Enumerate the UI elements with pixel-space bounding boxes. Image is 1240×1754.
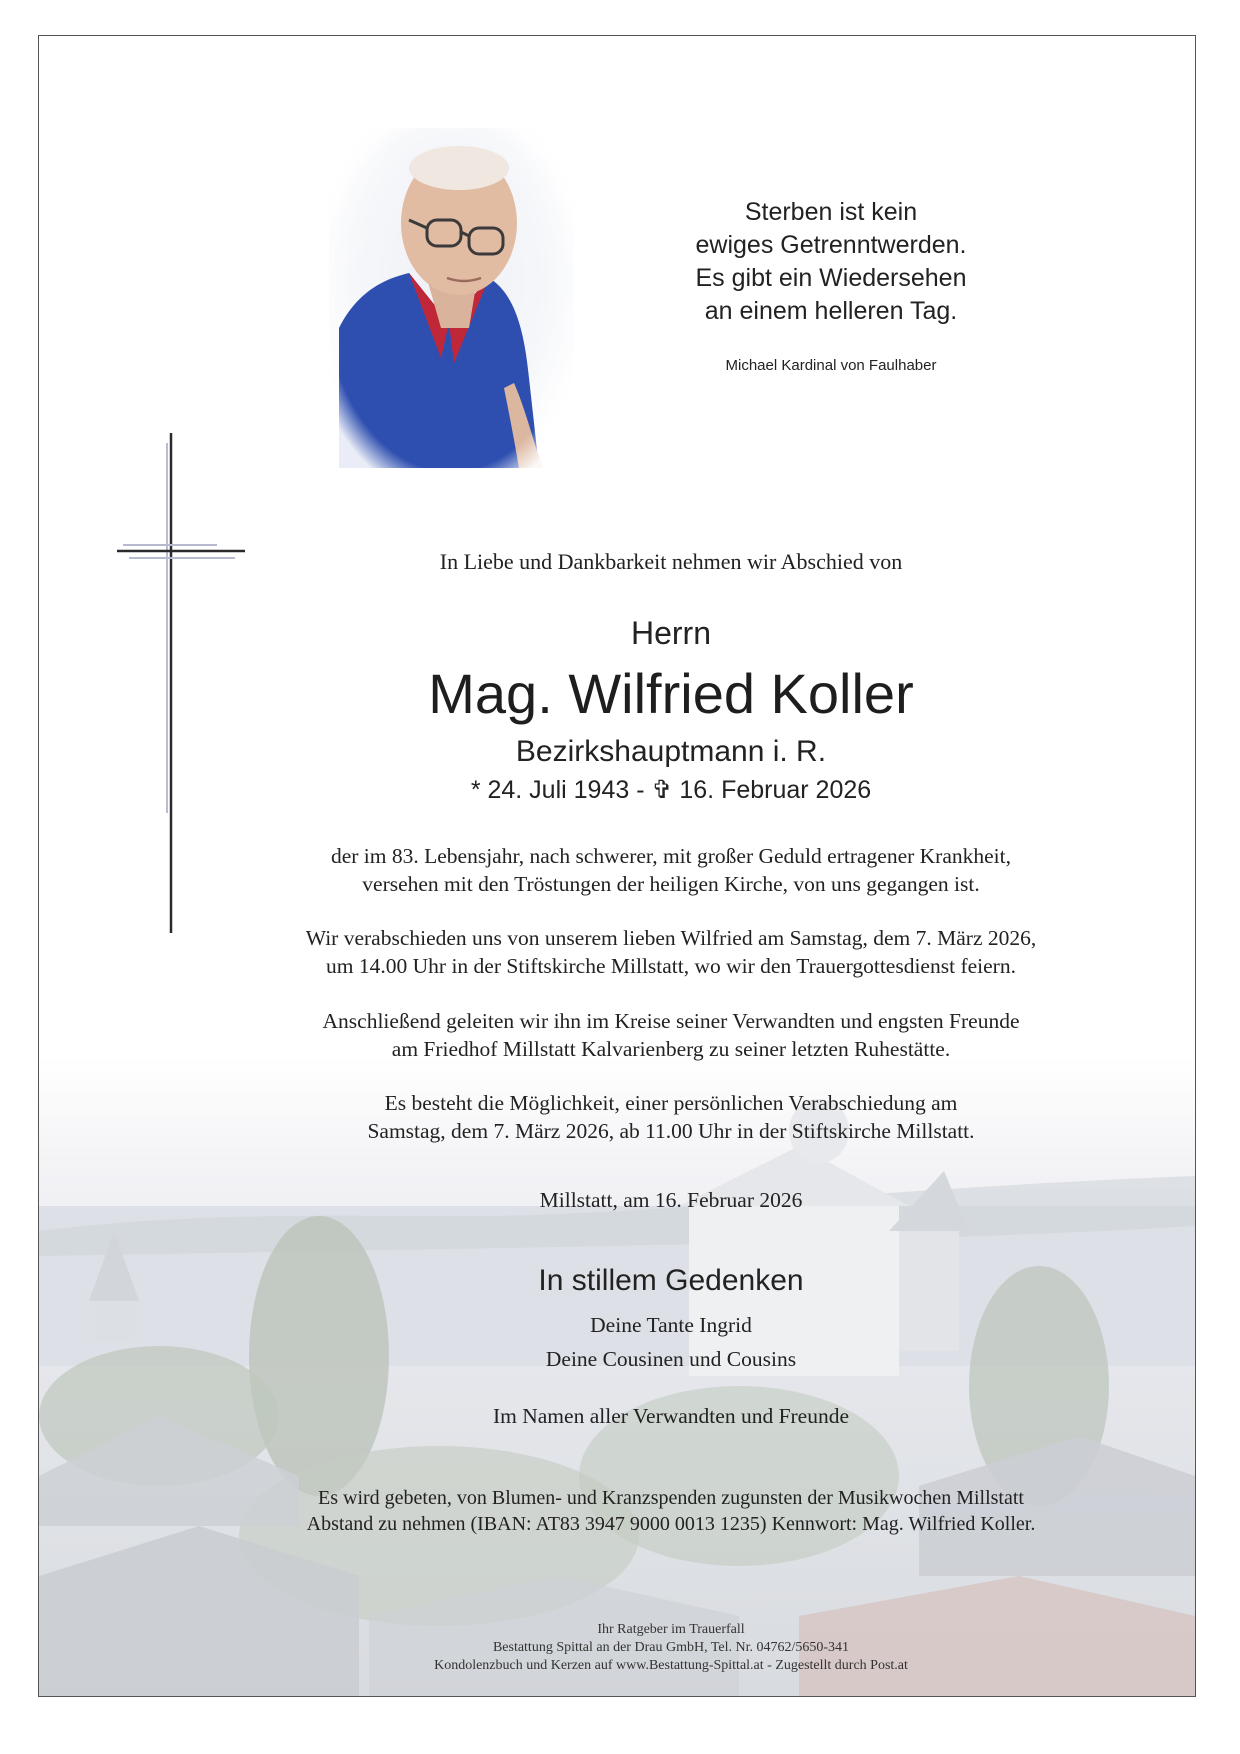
paragraph (171, 1007, 1171, 1063)
memory-heading: In stillem Gedenken (538, 1264, 804, 1297)
quote-line: an einem helleren Tag. (704, 297, 958, 325)
signer: Im Namen aller Verwandten und Freunde (492, 1404, 850, 1428)
paragraph-line: am Friedhof Millstatt Kalvarienberg zu seiner letzten Ruhestätte. (391, 1037, 951, 1061)
quote-text (631, 196, 1031, 328)
footer-line: Bestattung Spittal an der Drau GmbH, Tel. Nr. 04762/5650-341 (492, 1640, 850, 1655)
place-date: Millstatt, am 16. Februar 2026 (539, 1188, 803, 1212)
footer-line: Kondolenzbuch und Kerzen auf www.Bestattung-Spittal.at - Zugestellt durch Post.at (434, 1658, 908, 1673)
donation-line: Abstand zu nehmen (IBAN: AT83 3947 9000 0013 1235) Kennwort: Mag. Wilfried Koller. (306, 1513, 1036, 1535)
deceased-name: Mag. Wilfried Koller (428, 662, 914, 725)
paragraph-line: versehen mit den Tröstungen der heiligen Kirche, von uns gegangen ist. (362, 872, 980, 896)
deceased-title: Bezirkshauptmann i. R. (515, 735, 827, 768)
salutation: Herrn (630, 615, 711, 651)
footer-line: Ihr Ratgeber im Trauerfall (597, 1622, 745, 1637)
paragraph-line: um 14.00 Uhr in der Stiftskirche Millstatt, wo wir den Trauergottesdienst feiern. (326, 954, 1016, 978)
paragraph-line: Anschließend geleiten wir ihn im Kreise seiner Verwandten und engsten Freunde (322, 1009, 1020, 1033)
portrait-photo (329, 128, 574, 468)
paragraph-line: Es besteht die Möglichkeit, einer persönlichen Verabschiedung am (384, 1091, 958, 1115)
signer: Deine Cousinen und Cousins (545, 1347, 797, 1371)
quote-line: Sterben ist kein (744, 198, 918, 226)
paragraph (171, 1089, 1171, 1145)
quote-line: ewiges Getrenntwerden. (695, 231, 967, 259)
donation-note (171, 1485, 1171, 1537)
obituary-card (38, 35, 1196, 1697)
paragraph (171, 924, 1171, 980)
footer (171, 1621, 1171, 1675)
quote-line: Es gibt ein Wiedersehen (695, 264, 967, 292)
intro-text: In Liebe und Dankbarkeit nehmen wir Abschied von (439, 549, 903, 574)
paragraph (171, 842, 1171, 898)
background-landscape-image (39, 1056, 1195, 1696)
signer: Deine Tante Ingrid (590, 1313, 752, 1337)
paragraph-line: Wir verabschieden uns von unserem lieben Wilfried am Samstag, dem 7. März 2026, (305, 926, 1037, 950)
paragraph-line: der im 83. Lebensjahr, nach schwerer, mit großer Geduld ertragener Krankheit, (330, 844, 1012, 868)
life-dates: * 24. Juli 1943 - ✞ 16. Februar 2026 (470, 776, 872, 804)
quote-author: Michael Kardinal von Faulhaber (725, 357, 937, 374)
paragraph-line: Samstag, dem 7. März 2026, ab 11.00 Uhr in der Stiftskirche Millstatt. (367, 1119, 975, 1143)
donation-line: Es wird gebeten, von Blumen- und Kranzspenden zugunsten der Musikwochen Millstatt (318, 1487, 1024, 1509)
